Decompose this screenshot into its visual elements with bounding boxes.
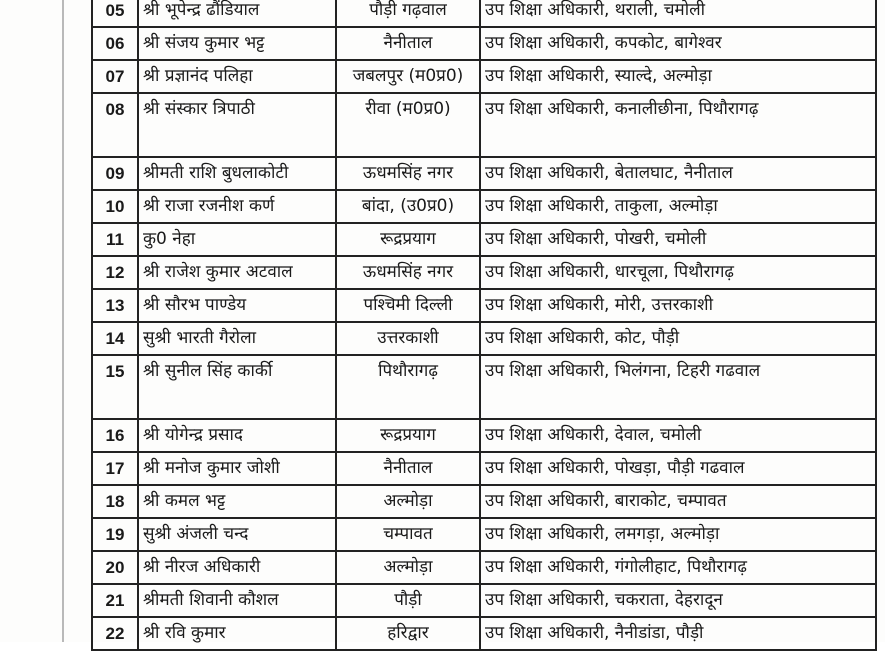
serial-number: 15 [92,355,138,419]
posting-place: उप शिक्षा अधिकारी, गंगोलीहाट, पिथौरागढ़ [480,551,876,584]
home-district: नैनीताल [336,27,480,60]
home-district: पिथौरागढ़ [336,355,480,419]
officer-name: श्री नीरज अधिकारी [138,551,336,584]
serial-number: 11 [92,223,138,256]
table-row [92,289,876,322]
officer-name: श्री भूपेन्द्र ढौंडियाल [138,0,336,27]
table-row [92,190,876,223]
home-district: पौड़ी [336,584,480,617]
home-district: चम्पावत [336,518,480,551]
home-district: नैनीताल [336,452,480,485]
table-row [92,518,876,551]
posting-place: उप शिक्षा अधिकारी, देवाल, चमोली [480,419,876,452]
posting-place: उप शिक्षा अधिकारी, बेतालघाट, नैनीताल [480,157,876,190]
serial-number: 05 [92,0,138,27]
home-district: रीवा (म0प्र0) [336,93,480,157]
table-row [92,355,876,419]
officer-name: श्री संस्कार त्रिपाठी [138,93,336,157]
serial-number: 22 [92,617,138,650]
home-district: पश्चिमी दिल्ली [336,289,480,322]
officer-name: श्री राजा रजनीश कर्ण [138,190,336,223]
posting-place: उप शिक्षा अधिकारी, नैनीडांडा, पौड़ी [480,617,876,650]
posting-table [91,0,877,651]
table-row [92,584,876,617]
posting-place: उप शिक्षा अधिकारी, पोखड़ा, पौड़ी गढवाल [480,452,876,485]
serial-number: 17 [92,452,138,485]
table-row [92,322,876,355]
serial-number: 07 [92,60,138,93]
serial-number: 18 [92,485,138,518]
officer-name: श्रीमती शिवानी कौशल [138,584,336,617]
officer-name: श्रीमती राशि बुधलाकोटी [138,157,336,190]
serial-number: 08 [92,93,138,157]
officer-name: कु0 नेहा [138,223,336,256]
posting-place: उप शिक्षा अधिकारी, लमगड़ा, अल्मोड़ा [480,518,876,551]
posting-place: उप शिक्षा अधिकारी, कनालीछीना, पिथौरागढ़ [480,93,876,157]
table-row [92,452,876,485]
officer-name: श्री राजेश कुमार अटवाल [138,256,336,289]
home-district: अल्मोड़ा [336,485,480,518]
home-district: उत्तरकाशी [336,322,480,355]
officer-name: सुश्री अंजली चन्द [138,518,336,551]
serial-number: 19 [92,518,138,551]
table-row [92,551,876,584]
officer-name: सुश्री भारती गैरोला [138,322,336,355]
table-row [92,617,876,650]
officer-name: श्री कमल भट्ट [138,485,336,518]
officer-name: श्री मनोज कुमार जोशी [138,452,336,485]
home-district: ऊधमसिंह नगर [336,256,480,289]
posting-place: उप शिक्षा अधिकारी, चकराता, देहरादून [480,584,876,617]
officer-name: श्री सौरभ पाण्डेय [138,289,336,322]
officer-name: श्री प्रज्ञानंद पलिहा [138,60,336,93]
serial-number: 21 [92,584,138,617]
home-district: हरिद्वार [336,617,480,650]
officer-name: श्री योगेन्द्र प्रसाद [138,419,336,452]
serial-number: 14 [92,322,138,355]
posting-place: उप शिक्षा अधिकारी, मोरी, उत्तरकाशी [480,289,876,322]
posting-place: उप शिक्षा अधिकारी, धारचूला, पिथौरागढ़ [480,256,876,289]
home-district: ऊधमसिंह नगर [336,157,480,190]
serial-number: 16 [92,419,138,452]
home-district: अल्मोड़ा [336,551,480,584]
officer-name: श्री संजय कुमार भट्ट [138,27,336,60]
home-district: रूद्रप्रयाग [336,223,480,256]
serial-number: 20 [92,551,138,584]
posting-place: उप शिक्षा अधिकारी, कपकोट, बागेश्वर [480,27,876,60]
page-margin-line [62,0,64,642]
posting-place: उप शिक्षा अधिकारी, पोखरी, चमोली [480,223,876,256]
table-row [92,223,876,256]
serial-number: 06 [92,27,138,60]
home-district: पौड़ी गढ़वाल [336,0,480,27]
posting-place: उप शिक्षा अधिकारी, ताकुला, अल्मोड़ा [480,190,876,223]
posting-place: उप शिक्षा अधिकारी, भिलंगना, टिहरी गढवाल [480,355,876,419]
table-row [92,419,876,452]
posting-place: उप शिक्षा अधिकारी, थराली, चमोली [480,0,876,27]
table-row [92,157,876,190]
serial-number: 09 [92,157,138,190]
table-row [92,27,876,60]
home-district: जबलपुर (म0प्र0) [336,60,480,93]
serial-number: 10 [92,190,138,223]
posting-place: उप शिक्षा अधिकारी, कोट, पौड़ी [480,322,876,355]
table-row [92,485,876,518]
home-district: बांदा, (उ0प्र0) [336,190,480,223]
table-row [92,60,876,93]
officer-name: श्री रवि कुमार [138,617,336,650]
table-row [92,256,876,289]
posting-place: उप शिक्षा अधिकारी, बाराकोट, चम्पावत [480,485,876,518]
serial-number: 12 [92,256,138,289]
serial-number: 13 [92,289,138,322]
officer-name: श्री सुनील सिंह कार्की [138,355,336,419]
table-row [92,0,876,27]
home-district: रूद्रप्रयाग [336,419,480,452]
posting-place: उप शिक्षा अधिकारी, स्याल्दे, अल्मोड़ा [480,60,876,93]
table-row [92,93,876,157]
